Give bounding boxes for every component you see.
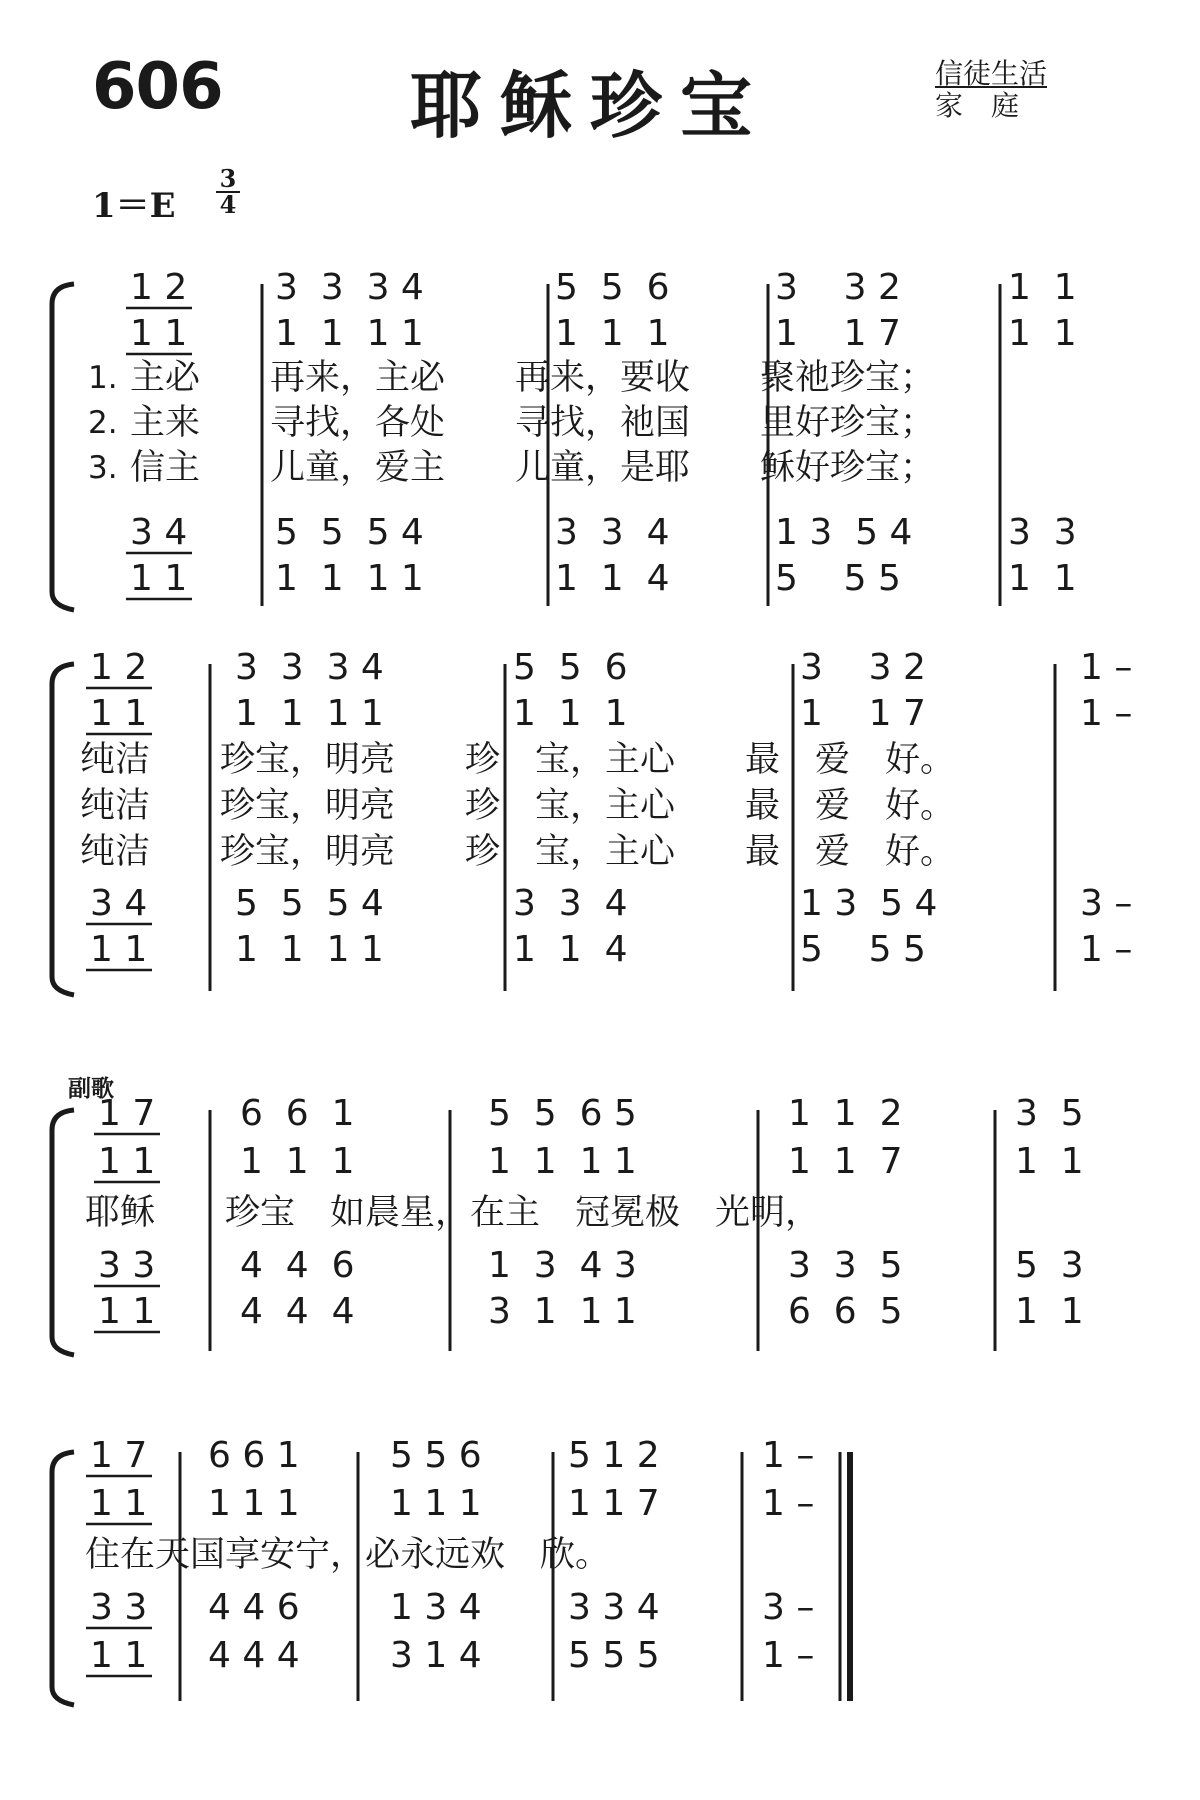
measure-notes: 1 3 4 [390,1587,482,1628]
measure-notes: 1 – [762,1635,815,1676]
measure-notes: 1 1 1 [390,1483,482,1524]
key-signature: 1＝E [92,186,176,226]
lyric-line: 纯洁 珍宝，明亮 珍 宝，主心 最 爱 好。 [80,832,956,872]
measure-notes: 5 5 5 [800,929,926,970]
hymn-number: 606 [92,50,223,124]
verse-number: 1. [88,360,118,396]
measure-notes: 3 3 [90,1587,148,1628]
lyric-line: 信主 儿童，爱主 儿童，是耶 稣好珍宝； [130,448,936,488]
measure-notes: 6 6 1 [208,1435,300,1476]
measure-notes: 3 3 3 4 [235,647,384,688]
hymn-title: 耶稣珍宝 [410,63,771,148]
measure-notes: 1 7 [98,1093,156,1134]
measure-notes: 4 4 4 [240,1291,355,1332]
measure-notes: 3 4 [90,883,148,924]
measure-notes: 3 1 1 1 [488,1291,637,1332]
measure-notes: 5 5 6 [390,1435,482,1476]
measure-notes: 3 – [1080,883,1133,924]
measure-notes: 1 1 [98,1291,156,1332]
measure-notes: 1 1 1 1 [235,693,384,734]
measure-notes: 6 6 5 [788,1291,903,1332]
measure-notes: 3 5 [1015,1093,1084,1134]
chorus-label: 副歌 [68,1075,114,1102]
measure-notes: 1 – [762,1435,815,1476]
measure-notes: 1 – [1080,647,1133,688]
measure-notes: 3 3 2 [800,647,926,688]
system-bracket [52,1110,74,1355]
measure-notes: 1 1 1 1 [235,929,384,970]
lyric-line: 住在天国享安宁，必永远欢 欣。 [85,1535,611,1575]
measure-notes: 3 4 [130,512,188,553]
measure-notes: 3 3 2 [775,267,901,308]
measure-notes: 5 5 5 4 [275,512,424,553]
measure-notes: 1 1 [90,1635,148,1676]
measure-notes: 5 5 6 5 [488,1093,637,1134]
lyric-line: 主来 寻找，各处 寻找，祂国 里好珍宝； [130,403,936,443]
measure-notes: 1 2 [130,267,188,308]
measure-notes: 3 1 4 [390,1635,482,1676]
measure-notes: 1 2 [90,647,148,688]
measure-notes: 1 1 [1015,1141,1084,1182]
measure-notes: 1 1 [98,1141,156,1182]
measure-notes: 3 3 [98,1245,156,1286]
system-bracket [52,664,74,995]
measure-notes: 5 5 5 [568,1635,660,1676]
category-line-2: 家庭 [935,89,1048,122]
lyric-line: 纯洁 珍宝，明亮 珍 宝，主心 最 爱 好。 [80,740,956,780]
measure-notes: 1 1 1 [513,693,628,734]
measure-notes: 3 3 4 [568,1587,660,1628]
measure-notes: 1 1 [90,693,148,734]
measure-notes: 1 1 7 [568,1483,660,1524]
measure-notes: 1 1 7 [800,693,926,734]
measure-notes: 5 3 [1015,1245,1084,1286]
measure-notes: 1 1 1 [240,1141,355,1182]
category-line-1: 信徒生活 [935,57,1048,90]
measure-notes: 4 4 6 [240,1245,355,1286]
measure-notes: 1 3 5 4 [775,512,913,553]
measure-notes: 1 1 [130,313,188,354]
measure-notes: 1 1 4 [513,929,628,970]
measure-notes: 5 5 5 [775,558,901,599]
measure-notes: 1 1 [1008,558,1077,599]
measure-notes: 5 5 6 [555,267,670,308]
time-sig-top: 3 [219,164,237,193]
lyric-line: 纯洁 珍宝，明亮 珍 宝，主心 最 爱 好。 [80,786,956,826]
measure-notes: 3 3 [1008,512,1077,553]
measure-notes: 3 3 5 [788,1245,903,1286]
measure-notes: 1 1 [130,558,188,599]
lyric-line: 主必 再来，主必 再来，要收 聚祂珍宝； [130,358,936,398]
time-sig-bottom: 4 [219,190,237,219]
measure-notes: 1 1 1 [555,313,670,354]
measure-notes: 5 1 2 [568,1435,660,1476]
measure-notes: 1 7 [90,1435,148,1476]
measure-notes: 1 1 1 [208,1483,300,1524]
measure-notes: 1 3 4 3 [488,1245,637,1286]
measure-notes: 1 1 4 [555,558,670,599]
measure-notes: 1 1 2 [788,1093,903,1134]
measure-notes: 5 5 5 4 [235,883,384,924]
measure-notes: 4 4 4 [208,1635,300,1676]
measure-notes: 1 1 1 1 [275,313,424,354]
measure-notes: 1 1 1 1 [488,1141,637,1182]
measure-notes: 3 – [762,1587,815,1628]
measure-notes: 1 – [1080,693,1133,734]
system-bracket [52,1452,74,1705]
lyric-line: 耶稣 珍宝 如晨星，在主 冠冕极 光明， [85,1193,821,1233]
measure-notes: 1 1 7 [788,1141,903,1182]
verse-number: 2. [88,405,118,441]
measure-notes: 1 1 [90,929,148,970]
measure-notes: 1 – [762,1483,815,1524]
measure-notes: 4 4 6 [208,1587,300,1628]
measure-notes: 1 1 [1008,267,1077,308]
measure-notes: 1 1 1 1 [275,558,424,599]
system-bracket [52,284,74,610]
measure-notes: 6 6 1 [240,1093,355,1134]
measure-notes: 1 1 7 [775,313,901,354]
measure-notes: 1 1 [1008,313,1077,354]
measure-notes: 5 5 6 [513,647,628,688]
measure-notes: 3 3 4 [513,883,628,924]
verse-number: 3. [88,450,118,486]
measure-notes: 1 1 [1015,1291,1084,1332]
measure-notes: 1 3 5 4 [800,883,938,924]
measure-notes: 3 3 4 [555,512,670,553]
measure-notes: 1 1 [90,1483,148,1524]
measure-notes: 3 3 3 4 [275,267,424,308]
measure-notes: 1 – [1080,929,1133,970]
